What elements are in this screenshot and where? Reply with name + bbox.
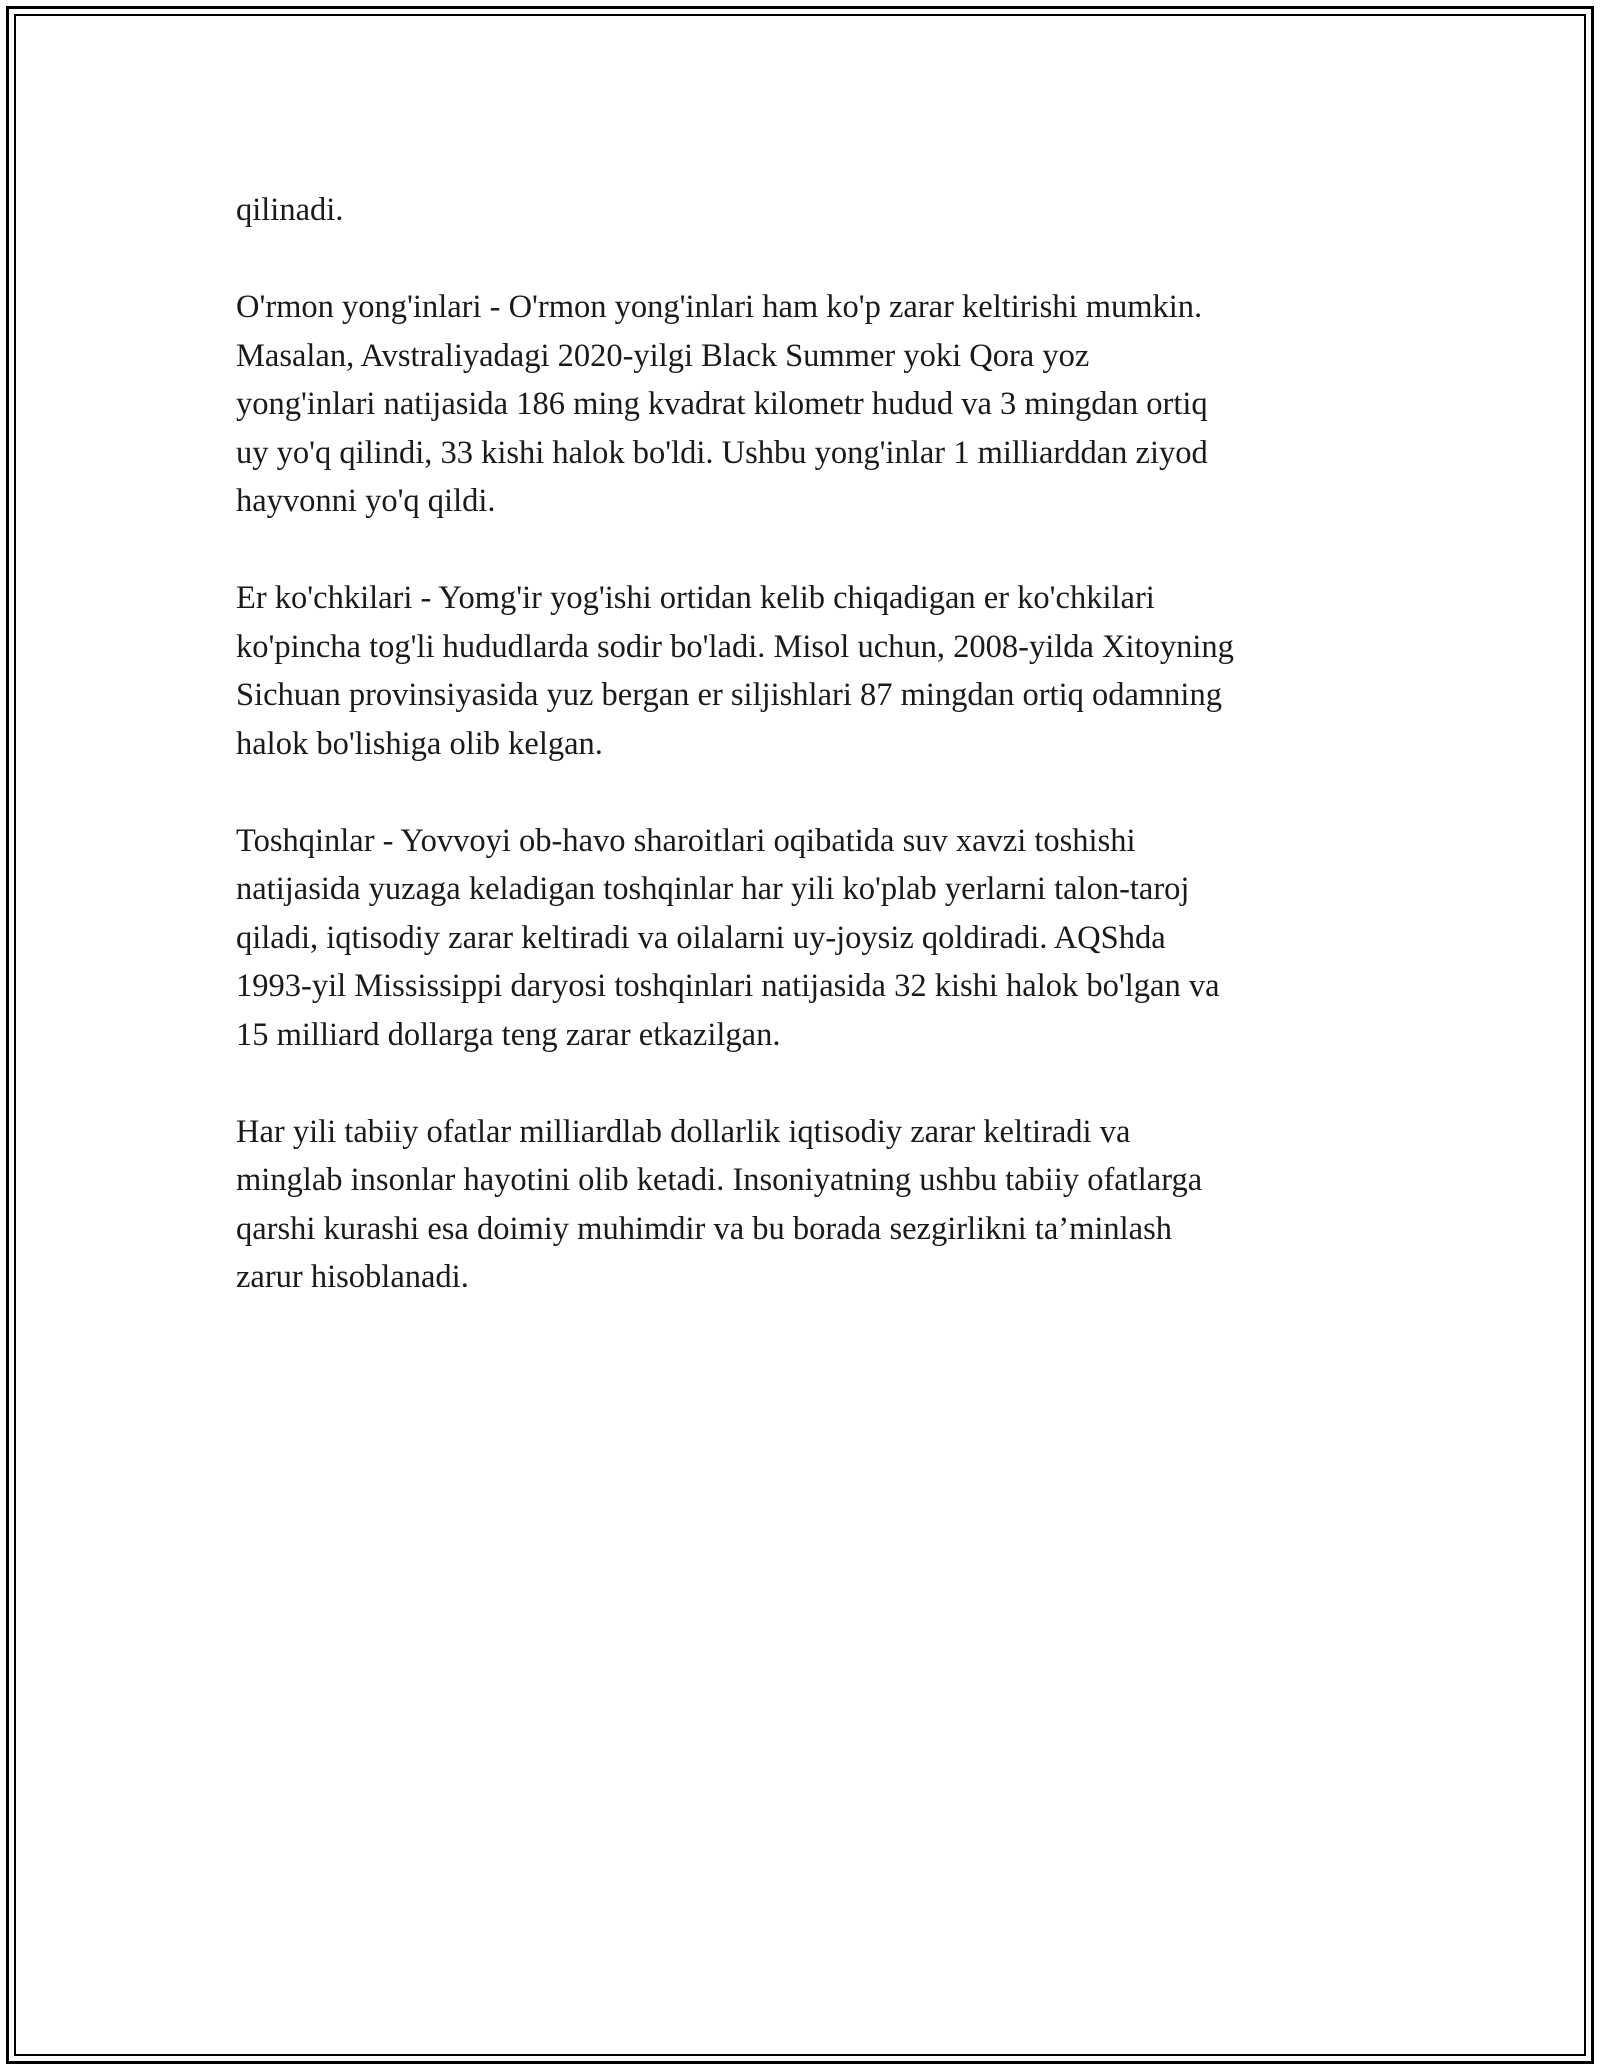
paragraph-conclusion: Har yili tabiiy ofatlar milliardlab dollarlik iqtisodiy zarar keltiradi va minglab insonlar hayotini olib ketadi. Insoniyatning ushbu tabiiy ofatlarga qarshi kurashi esa doimiy muhimdir va bu borada sezgirlikni ta’minlash zarur hisoblanadi. [236, 1113, 1203, 1295]
paragraph-floods: Toshqinlar - Yovvoyi ob-havo sharoitlari oqibatida suv xavzi toshishi natijasida yuzaga keladigan toshqinlar har yili ko'plab yerlarni talon-taroj qiladi, iqtisodiy zarar keltiradi va oilalarni uy-joysiz qoldiradi. AQShda 1993-yil Mississippi daryosi toshqinlari natijasida 32 kishi halok bo'lgan va 15 milliard dollarga teng zarar etkazilgan. [236, 822, 1220, 1053]
document-body [236, 186, 1376, 1350]
paragraph-landslides: Er ko'chkilari - Yomg'ir yog'ishi ortidan kelib chiqadigan er ko'chkilari ko'pincha tog'li hududlarda sodir bo'ladi. Misol uchun, 2008-yilda Xitoyning Sichuan provinsiyasida yuz bergan er siljishlari 87 mingdan ortiq odamning halok bo'lishiga olib kelgan. [236, 580, 1234, 762]
paragraph-continuation: qilinadi. [236, 192, 344, 228]
paragraph-forest-fires: O'rmon yong'inlari - O'rmon yong'inlari ham ko'p zarar keltirishi mumkin. Masalan, Avstraliyadagi 2020-yilgi Black Summer yoki Qora yoz yong'inlari natijasida 186 ming kvadrat kilometr hudud va 3 mingdan ortiq uy yo'q qilindi, 33 kishi halok bo'ldi. Ushbu yong'inlar 1 milliarddan ziyod hayvonni yo'q qildi. [236, 289, 1208, 519]
